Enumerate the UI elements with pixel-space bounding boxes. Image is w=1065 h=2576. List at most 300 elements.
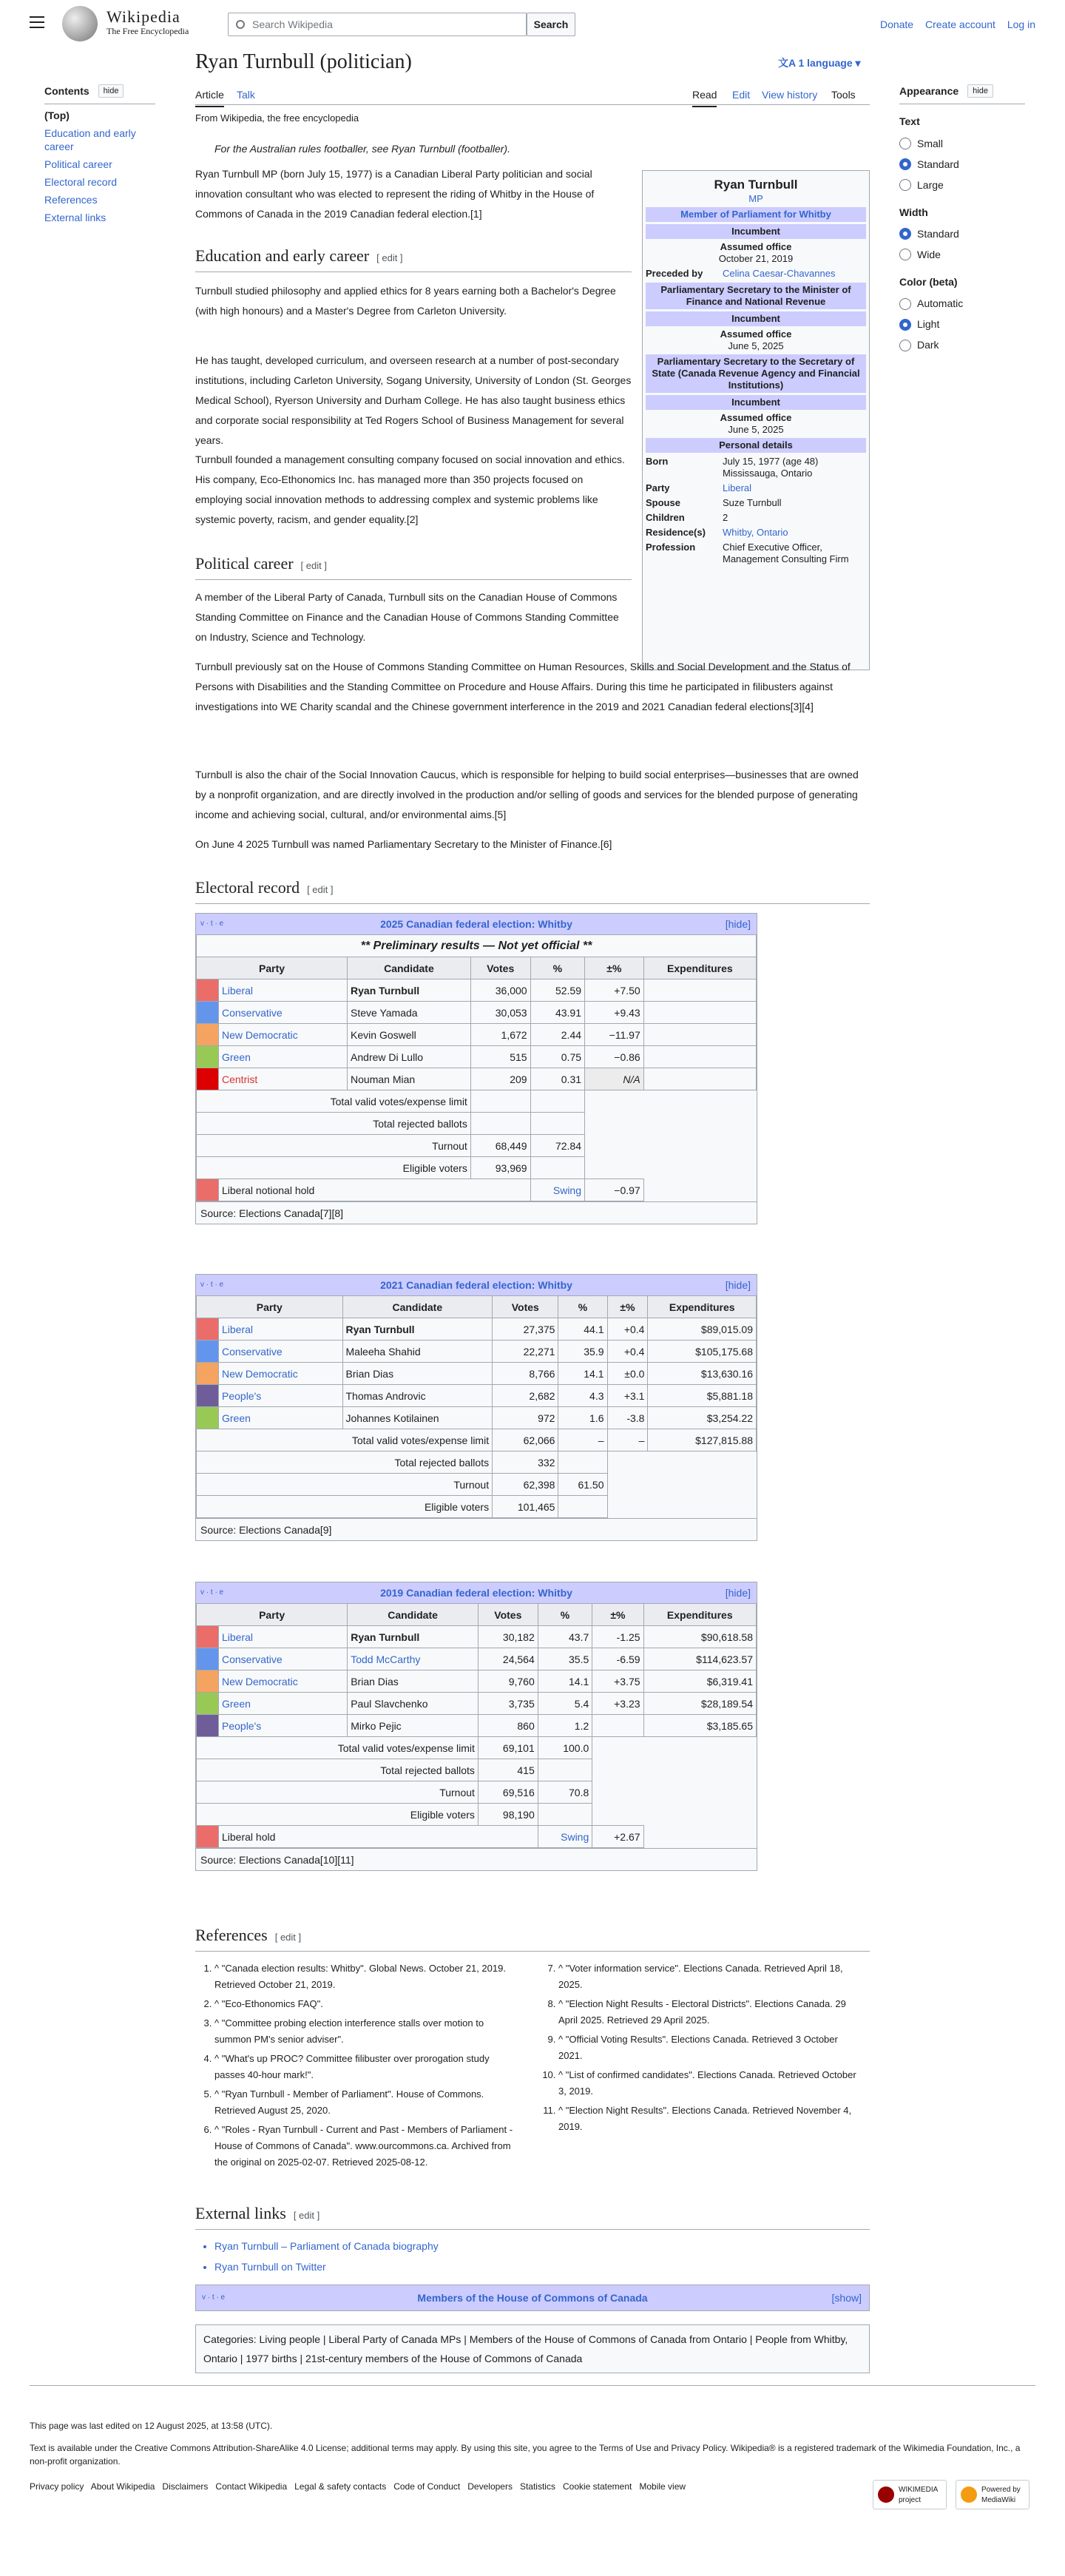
table-row: [197, 1385, 757, 1407]
option-label: Light: [917, 318, 940, 331]
assumed-office-label: Assumed office: [720, 328, 792, 340]
table-row: [197, 1341, 757, 1363]
edu-paragraph-1: Turnbull studied philosophy and applied ethics for 8 years earning both a Bachelor's Degree (with high honours) and a Master's Degree from Carleton University.: [195, 285, 616, 317]
edit-link[interactable]: [ edit ]: [300, 560, 327, 571]
col-party: Party: [197, 957, 348, 980]
totals-expense: $127,815.88: [648, 1429, 757, 1451]
cell-value: 209: [470, 1068, 530, 1090]
totals-row: [197, 1474, 757, 1496]
table-row: [197, 1068, 757, 1090]
party-color-swatch: [197, 1363, 219, 1385]
totals-percent: [538, 1804, 592, 1826]
navbox-vte[interactable]: v · t · e: [202, 2293, 226, 2302]
header: [0, 0, 1065, 47]
language-label: 1 language: [798, 57, 853, 69]
toc-item-political[interactable]: Political career: [44, 158, 112, 171]
edit-link[interactable]: [ edit ]: [293, 2210, 320, 2221]
election-caption: [196, 914, 757, 934]
col-party: Party: [197, 1296, 343, 1318]
assumed-date-2: June 5, 2025: [728, 340, 784, 351]
cell-value: 24,564: [478, 1648, 538, 1670]
party-name[interactable]: Green: [219, 1693, 348, 1715]
candidate-name: Ryan Turnbull: [342, 1318, 493, 1341]
cell-value: [643, 1068, 756, 1090]
totals-label: Turnout: [197, 1135, 471, 1157]
totals-row: [197, 1781, 757, 1804]
reference-item[interactable]: 11. ^ "Election Night Results". Elections Canada. Retrieved November 4, 2019.: [558, 2103, 858, 2135]
cell-value: $89,015.09: [648, 1318, 757, 1341]
page-tabs: [195, 83, 870, 105]
section-title: Electoral record: [195, 878, 300, 897]
cell-value: 35.9: [558, 1341, 607, 1363]
election-source: Source: Elections Canada[7][8]: [196, 1201, 757, 1224]
donate-link[interactable]: Donate: [879, 18, 914, 30]
radio-selected-icon[interactable]: [899, 319, 911, 331]
width-standard-option[interactable]: [899, 223, 1025, 244]
party-color-swatch: [197, 1385, 219, 1407]
cell-value: $5,881.18: [648, 1385, 757, 1407]
col-header: %: [538, 1604, 592, 1626]
party-color-swatch: [197, 980, 219, 1002]
totals-label: Eligible voters: [197, 1496, 493, 1518]
section-references: [195, 1923, 870, 1952]
preceded-link[interactable]: Celina Caesar-Chavannes: [723, 268, 836, 279]
radio-icon[interactable]: [899, 298, 911, 310]
search-box[interactable]: [228, 13, 527, 36]
toc-item-top[interactable]: (Top): [44, 109, 70, 122]
infobox-row-label: Spouse: [646, 497, 680, 508]
cell-value: 8,766: [493, 1363, 558, 1385]
pol-paragraph-4: On June 4 2025 Turnbull was named Parliamentary Secretary to the Minister of Finance.[6]: [195, 838, 612, 850]
infobox-row-label: Children: [646, 512, 685, 523]
pol-paragraph-1: A member of the Liberal Party of Canada, Turnbull sits on the Canadian House of Commons Standing Committee on Finance and the Canadian House of Commons Standing Committee on Industry, Science and Technology.: [195, 591, 619, 643]
col-header: %: [530, 957, 584, 980]
site-sub: From Wikipedia, the free encyclopedia: [195, 112, 359, 124]
option-label: Dark: [917, 339, 939, 351]
totals-row: [197, 1804, 757, 1826]
col-party: Party: [197, 1604, 348, 1626]
swing-value: −0.97: [585, 1179, 644, 1201]
vte-links[interactable]: v · t · e: [200, 1588, 224, 1596]
mediawiki-logo-icon: [961, 2486, 977, 2503]
login-link[interactable]: Log in: [1007, 18, 1035, 30]
col-header: Expenditures: [643, 957, 756, 980]
table-row: [197, 1715, 757, 1737]
candidate-name: Brian Dias: [342, 1363, 493, 1385]
totals-votes: 62,398: [493, 1474, 558, 1496]
cell-value: ±0.0: [607, 1363, 648, 1385]
totals-label: Total rejected ballots: [197, 1113, 471, 1135]
reference-item[interactable]: 5. ^ "Ryan Turnbull - Member of Parliament". House of Commons. Retrieved August 25, 2020.: [214, 2086, 514, 2119]
party-name[interactable]: New Democratic: [219, 1363, 343, 1385]
cell-value: 2,682: [493, 1385, 558, 1407]
cell-value: −11.97: [585, 1024, 644, 1046]
external-links-list: [214, 2236, 439, 2277]
cell-value: 43.91: [530, 1002, 584, 1024]
candidate-name: Thomas Androvic: [342, 1385, 493, 1407]
infobox-office-1[interactable]: Member of Parliament for Whitby: [646, 207, 866, 222]
totals-votes: 93,969: [470, 1157, 530, 1179]
hold-label: Liberal notional hold: [219, 1179, 531, 1201]
totals-percent: 100.0: [538, 1737, 592, 1759]
cell-value: -6.59: [592, 1648, 643, 1670]
col-header: Votes: [470, 957, 530, 980]
reference-item[interactable]: 7. ^ "Voter information service". Elections Canada. Retrieved April 18, 2025.: [558, 1960, 858, 1993]
cell-value: 27,375: [493, 1318, 558, 1341]
hide-toggle[interactable]: [hide]: [725, 1279, 751, 1291]
totals-percent: [530, 1090, 584, 1113]
text-large-option[interactable]: [899, 175, 1025, 195]
hold-row: [197, 1826, 757, 1848]
reference-item[interactable]: 8. ^ "Election Night Results - Electoral Districts". Elections Canada. 29 April 2025. Retrieved 29 April 2025.: [558, 1996, 858, 2029]
totals-label: Turnout: [197, 1474, 493, 1496]
appearance-hide-button[interactable]: hide: [967, 84, 993, 98]
infobox-row-label: Residence(s): [646, 527, 706, 538]
option-label: Wide: [917, 248, 941, 260]
reference-item[interactable]: 9. ^ "Official Voting Results". Elections Canada. Retrieved 3 October 2021.: [558, 2032, 858, 2064]
party-color-swatch: [197, 1318, 219, 1341]
party-name[interactable]: Centrist: [219, 1068, 348, 1090]
create-account-link[interactable]: Create account: [925, 18, 995, 30]
totals-label: Eligible voters: [197, 1157, 471, 1179]
party-name[interactable]: Conservative: [219, 1648, 348, 1670]
reference-item[interactable]: 3. ^ "Committee probing election interference stalls over motion to summon PM's senior adviser".: [214, 2015, 514, 2048]
edit-link[interactable]: [ edit ]: [274, 1932, 302, 1943]
totals-percent: 72.84: [530, 1135, 584, 1157]
cell-value: $3,185.65: [643, 1715, 756, 1737]
totals-row: [197, 1496, 757, 1518]
totals-percent: [538, 1759, 592, 1781]
totals-votes: 69,516: [478, 1781, 538, 1804]
reference-item[interactable]: 2. ^ "Eco-Ethonomics FAQ".: [214, 1996, 514, 2012]
totals-change: –: [607, 1429, 648, 1451]
party-color-swatch: [197, 1341, 219, 1363]
section-education: [195, 244, 632, 272]
text-size-label: Text: [899, 115, 920, 128]
col-header: ±%: [607, 1296, 648, 1318]
totals-label: Eligible voters: [197, 1804, 479, 1826]
toc-item-education[interactable]: Education and early career: [44, 127, 136, 153]
appearance-panel: [899, 83, 1025, 356]
election-title[interactable]: 2021 Canadian federal election: Whitby: [380, 1279, 572, 1291]
assumed-office-label: Assumed office: [720, 241, 792, 252]
election-table: [196, 1295, 757, 1518]
cell-value: 43.7: [538, 1626, 592, 1648]
col-header: Votes: [493, 1296, 558, 1318]
cell-value: +3.23: [592, 1693, 643, 1715]
swing-link[interactable]: Swing: [538, 1826, 592, 1848]
toc-hide-button[interactable]: hide: [98, 84, 124, 98]
option-label: Standard: [917, 227, 959, 240]
totals-votes: 332: [493, 1451, 558, 1474]
election-box-2025: [195, 913, 757, 1224]
totals-label: Total valid votes/expense limit: [197, 1429, 493, 1451]
main-menu-icon[interactable]: [30, 16, 44, 28]
totals-label: Total valid votes/expense limit: [197, 1090, 471, 1113]
totals-row: [197, 1429, 757, 1451]
reference-item[interactable]: 1. ^ "Canada election results: Whitby". Global News. October 21, 2019. Retrieved October 21, 2019.: [214, 1960, 514, 1993]
radio-icon[interactable]: [899, 179, 911, 191]
tab-read[interactable]: Read: [692, 87, 717, 107]
tools-menu[interactable]: Tools: [831, 89, 856, 101]
external-link-parliament[interactable]: • Ryan Turnbull – Parliament of Canada biography: [214, 2236, 439, 2256]
incumbent-label: Incumbent: [646, 395, 866, 410]
candidate-name: Johannes Kotilainen: [342, 1407, 493, 1429]
reference-item[interactable]: 4. ^ "What's up PROC? Committee filibuster over prorogation study passes 40-hour mark!".: [214, 2051, 514, 2083]
col-header: Votes: [478, 1604, 538, 1626]
tab-article[interactable]: Article: [195, 87, 224, 107]
tab-talk[interactable]: Talk: [237, 89, 255, 101]
incumbent-label: Incumbent: [646, 311, 866, 326]
cell-value: −0.86: [585, 1046, 644, 1068]
cell-value: 14.1: [538, 1670, 592, 1693]
col-header: Candidate: [342, 1296, 493, 1318]
cell-value: +9.43: [585, 1002, 644, 1024]
election-source: Source: Elections Canada[10][11]: [196, 1848, 757, 1870]
radio-icon[interactable]: [899, 138, 911, 149]
totals-row: [197, 1157, 757, 1179]
cell-value: [643, 1046, 756, 1068]
toc-heading: Contents: [44, 85, 89, 97]
election-title[interactable]: 2025 Canadian federal election: Whitby: [380, 918, 572, 930]
color-automatic-option[interactable]: [899, 294, 1025, 314]
party-name[interactable]: People's: [219, 1715, 348, 1737]
cell-value: 35.5: [538, 1648, 592, 1670]
language-button[interactable]: 文A 1 language ▾: [778, 57, 861, 69]
party-name[interactable]: Liberal: [219, 980, 348, 1002]
reference-list: [214, 1960, 858, 2171]
personal-tools: [871, 16, 1035, 33]
party-color-swatch: [197, 1648, 219, 1670]
swing-value: +2.67: [592, 1826, 643, 1848]
election-caption: [196, 1582, 757, 1603]
cell-value: +3.75: [592, 1670, 643, 1693]
cell-value: 2.44: [530, 1024, 584, 1046]
totals-row: [197, 1759, 757, 1781]
totals-votes: [470, 1113, 530, 1135]
cell-value: 972: [493, 1407, 558, 1429]
infobox-row-value[interactable]: Whitby, Ontario: [723, 527, 788, 538]
totals-row: [197, 1737, 757, 1759]
candidate-name: Ryan Turnbull: [348, 980, 471, 1002]
radio-icon[interactable]: [899, 249, 911, 260]
mediawiki-badge[interactable]: [956, 2480, 1030, 2509]
toc-item-references[interactable]: References: [44, 194, 98, 206]
table-row: [197, 1002, 757, 1024]
cell-value: 0.75: [530, 1046, 584, 1068]
wikipedia-globe-logo[interactable]: [62, 6, 98, 41]
table-row: [197, 1363, 757, 1385]
width-label: Width: [899, 206, 928, 218]
pol-paragraph-2: Turnbull previously sat on the House of Commons Standing Committee on Human Resources, Skills and Social Development and the Status of Persons with Disabilities and the Standing Committee on Procedure and House Affairs. During this time he participated in filibusters against investigations into WE Charity scandal and the Chinese government interference in the 2019 and 2021 Canadian federal elections[3][4]: [195, 661, 851, 712]
page-title: Ryan Turnbull (politician): [195, 50, 412, 73]
party-name[interactable]: New Democratic: [219, 1670, 348, 1693]
footer-links[interactable]: Privacy policy About Wikipedia Disclaimers Contact Wikipedia Legal & safety contacts Code of Conduct Developers Statistics Cookie statement Mobile view: [30, 2481, 686, 2492]
footer-edited: This page was last edited on 12 August 2025, at 13:58 (UTC).: [30, 2421, 273, 2431]
col-header: Expenditures: [648, 1296, 757, 1318]
table-row: [197, 980, 757, 1002]
cell-value: $105,175.68: [648, 1341, 757, 1363]
width-wide-option[interactable]: [899, 244, 1025, 265]
edit-link[interactable]: [ edit ]: [307, 884, 334, 895]
navbox-members: [195, 2285, 870, 2311]
edu-paragraph-2: He has taught, developed curriculum, and overseen research at a number of post-secondary institutions, including Carleton University, Sogang University, University of London (St. Georges Medical School), Ryerson University and Durham College. He has also taught business ethics and corporate social responsibility at Ted Rogers School of Business Management for several years.: [195, 354, 632, 446]
party-color-swatch: [197, 1626, 219, 1648]
cell-value: 4.3: [558, 1385, 607, 1407]
party-name[interactable]: Liberal: [219, 1318, 343, 1341]
totals-label: Turnout: [197, 1781, 479, 1804]
section-title: References: [195, 1926, 268, 1944]
party-color-swatch: [197, 1670, 219, 1693]
edit-link[interactable]: [ edit ]: [376, 252, 403, 263]
totals-votes: 69,101: [478, 1737, 538, 1759]
totals-votes: 62,066: [493, 1429, 558, 1451]
totals-row: [197, 1451, 757, 1474]
reference-item[interactable]: 10. ^ "List of confirmed candidates". Elections Canada. Retrieved October 3, 2019.: [558, 2067, 858, 2100]
toc-item-electoral[interactable]: Electoral record: [44, 176, 118, 189]
preliminary-note: ** Preliminary results — Not yet official **: [197, 935, 757, 957]
election-title[interactable]: 2019 Canadian federal election: Whitby: [380, 1587, 572, 1599]
totals-row: [197, 1090, 757, 1113]
badge-label: Powered by MediaWiki: [981, 2486, 1021, 2504]
party-name[interactable]: New Democratic: [219, 1024, 348, 1046]
cell-value: [643, 980, 756, 1002]
infobox: [642, 170, 870, 670]
cell-value: $28,189.54: [643, 1693, 756, 1715]
cell-value: +0.4: [607, 1318, 648, 1341]
table-row: [197, 1407, 757, 1429]
col-header: ±%: [592, 1604, 643, 1626]
party-name[interactable]: Green: [219, 1046, 348, 1068]
infobox-row: [646, 456, 866, 479]
cell-value: 44.1: [558, 1318, 607, 1341]
infobox-row-label: Born: [646, 456, 669, 467]
table-row: [197, 1626, 757, 1648]
table-row: [197, 1046, 757, 1068]
radio-icon[interactable]: [899, 340, 911, 351]
election-table: [196, 934, 757, 1201]
text-small-option[interactable]: [899, 133, 1025, 154]
totals-votes: 98,190: [478, 1804, 538, 1826]
election-box-2021: [195, 1274, 757, 1541]
table-row: [197, 1648, 757, 1670]
hold-row: [197, 1179, 757, 1201]
preceded-label: Preceded by: [646, 268, 703, 279]
cell-value: 22,271: [493, 1341, 558, 1363]
vte-links[interactable]: v · t · e: [200, 1281, 224, 1289]
totals-row: [197, 1135, 757, 1157]
hide-toggle[interactable]: [hide]: [725, 918, 751, 930]
totals-row: [197, 1113, 757, 1135]
infobox-row-value: Chief Executive Officer, Management Consulting Firm: [723, 542, 849, 564]
infobox-row-value: July 15, 1977 (age 48) Mississauga, Ontario: [723, 456, 819, 479]
totals-percent: –: [558, 1429, 607, 1451]
cell-value: +3.1: [607, 1385, 648, 1407]
reference-item[interactable]: 6. ^ "Roles - Ryan Turnbull - Current and Past - Members of Parliament - House of Commons of Canada". www.ourcommons.ca. Archived from the original on 2025-02-07. Retrieved 2025-08-12.: [214, 2122, 514, 2171]
vte-links[interactable]: v · t · e: [200, 920, 224, 928]
table-row: [197, 1693, 757, 1715]
option-label: Small: [917, 137, 944, 149]
totals-votes: 101,465: [493, 1496, 558, 1518]
infobox-row: [646, 482, 866, 494]
text-standard-option[interactable]: [899, 154, 1025, 175]
badge-label: WIKIMEDIA project: [899, 2486, 938, 2504]
election-box-2019: [195, 1582, 757, 1871]
cell-value: [592, 1715, 643, 1737]
totals-label: Total valid votes/expense limit: [197, 1737, 479, 1759]
totals-percent: [558, 1496, 607, 1518]
totals-votes: 415: [478, 1759, 538, 1781]
party-color-swatch: [197, 1693, 219, 1715]
search-button[interactable]: Search: [527, 13, 575, 36]
party-name[interactable]: Green: [219, 1407, 343, 1429]
infobox-row-label: Profession: [646, 542, 696, 553]
infobox-row-value: Suze Turnbull: [723, 497, 782, 508]
category-box: Categories: Living people | Liberal Party of Canada MPs | Members of the House of Commons of Canada from Ontario | People from Whitby, Ontario | 1977 births | 21st-century members of the House of Commons of Canada: [195, 2324, 870, 2373]
tab-history[interactable]: View history: [762, 89, 818, 101]
toc-item-external[interactable]: External links: [44, 212, 106, 224]
col-header: ±%: [585, 957, 644, 980]
candidate-name: Steve Yamada: [348, 1002, 471, 1024]
hide-toggle[interactable]: [hide]: [725, 1587, 751, 1599]
assumed-office-label: Assumed office: [720, 412, 792, 423]
cell-value: 0.31: [530, 1068, 584, 1090]
wordmark[interactable]: Wikipedia: [106, 7, 180, 26]
radio-selected-icon[interactable]: [899, 158, 911, 170]
wikimedia-badge[interactable]: [873, 2480, 947, 2509]
navbox-title[interactable]: Members of the House of Commons of Canada: [417, 2292, 648, 2304]
option-label: Standard: [917, 158, 959, 170]
infobox-post[interactable]: MP: [748, 193, 763, 204]
candidate-name: Maleeha Shahid: [342, 1341, 493, 1363]
cell-value: 36,000: [470, 980, 530, 1002]
totals-percent: [558, 1451, 607, 1474]
infobox-row-value[interactable]: Liberal: [723, 482, 752, 493]
tab-edit[interactable]: Edit: [732, 89, 751, 101]
option-label: Large: [917, 178, 944, 191]
infobox-office-3: Parliamentary Secretary to the Secretary of State (Canada Revenue Agency and Financial Institutions): [646, 354, 866, 393]
candidate-name: Brian Dias: [348, 1670, 479, 1693]
tagline: The Free Encyclopedia: [106, 26, 189, 36]
totals-votes: 68,449: [470, 1135, 530, 1157]
infobox-row-label: Party: [646, 482, 670, 493]
section-title: Education and early career: [195, 246, 370, 265]
cell-value: 30,053: [470, 1002, 530, 1024]
cell-value: [643, 1002, 756, 1024]
navbox-show-toggle[interactable]: [show]: [831, 2292, 862, 2304]
color-dark-option[interactable]: [899, 335, 1025, 356]
party-name[interactable]: Conservative: [219, 1002, 348, 1024]
cell-value: 3,735: [478, 1693, 538, 1715]
color-label: Color (beta): [899, 276, 958, 289]
cell-value: 1,672: [470, 1024, 530, 1046]
external-link-twitter[interactable]: • Ryan Turnbull on Twitter: [214, 2256, 439, 2277]
radio-selected-icon[interactable]: [899, 228, 911, 240]
party-color-swatch: [197, 1046, 219, 1068]
party-name[interactable]: People's: [219, 1385, 343, 1407]
party-name[interactable]: Liberal: [219, 1626, 348, 1648]
totals-percent: [530, 1113, 584, 1135]
incumbent-label: Incumbent: [646, 224, 866, 239]
col-header: Expenditures: [643, 1604, 756, 1626]
search-input[interactable]: [252, 17, 518, 32]
party-name[interactable]: Conservative: [219, 1341, 343, 1363]
color-light-option[interactable]: [899, 314, 1025, 335]
swing-link[interactable]: Swing: [530, 1179, 584, 1201]
party-color-swatch: [197, 1826, 219, 1848]
party-color-swatch: [197, 1002, 219, 1024]
cell-value: $13,630.16: [648, 1363, 757, 1385]
